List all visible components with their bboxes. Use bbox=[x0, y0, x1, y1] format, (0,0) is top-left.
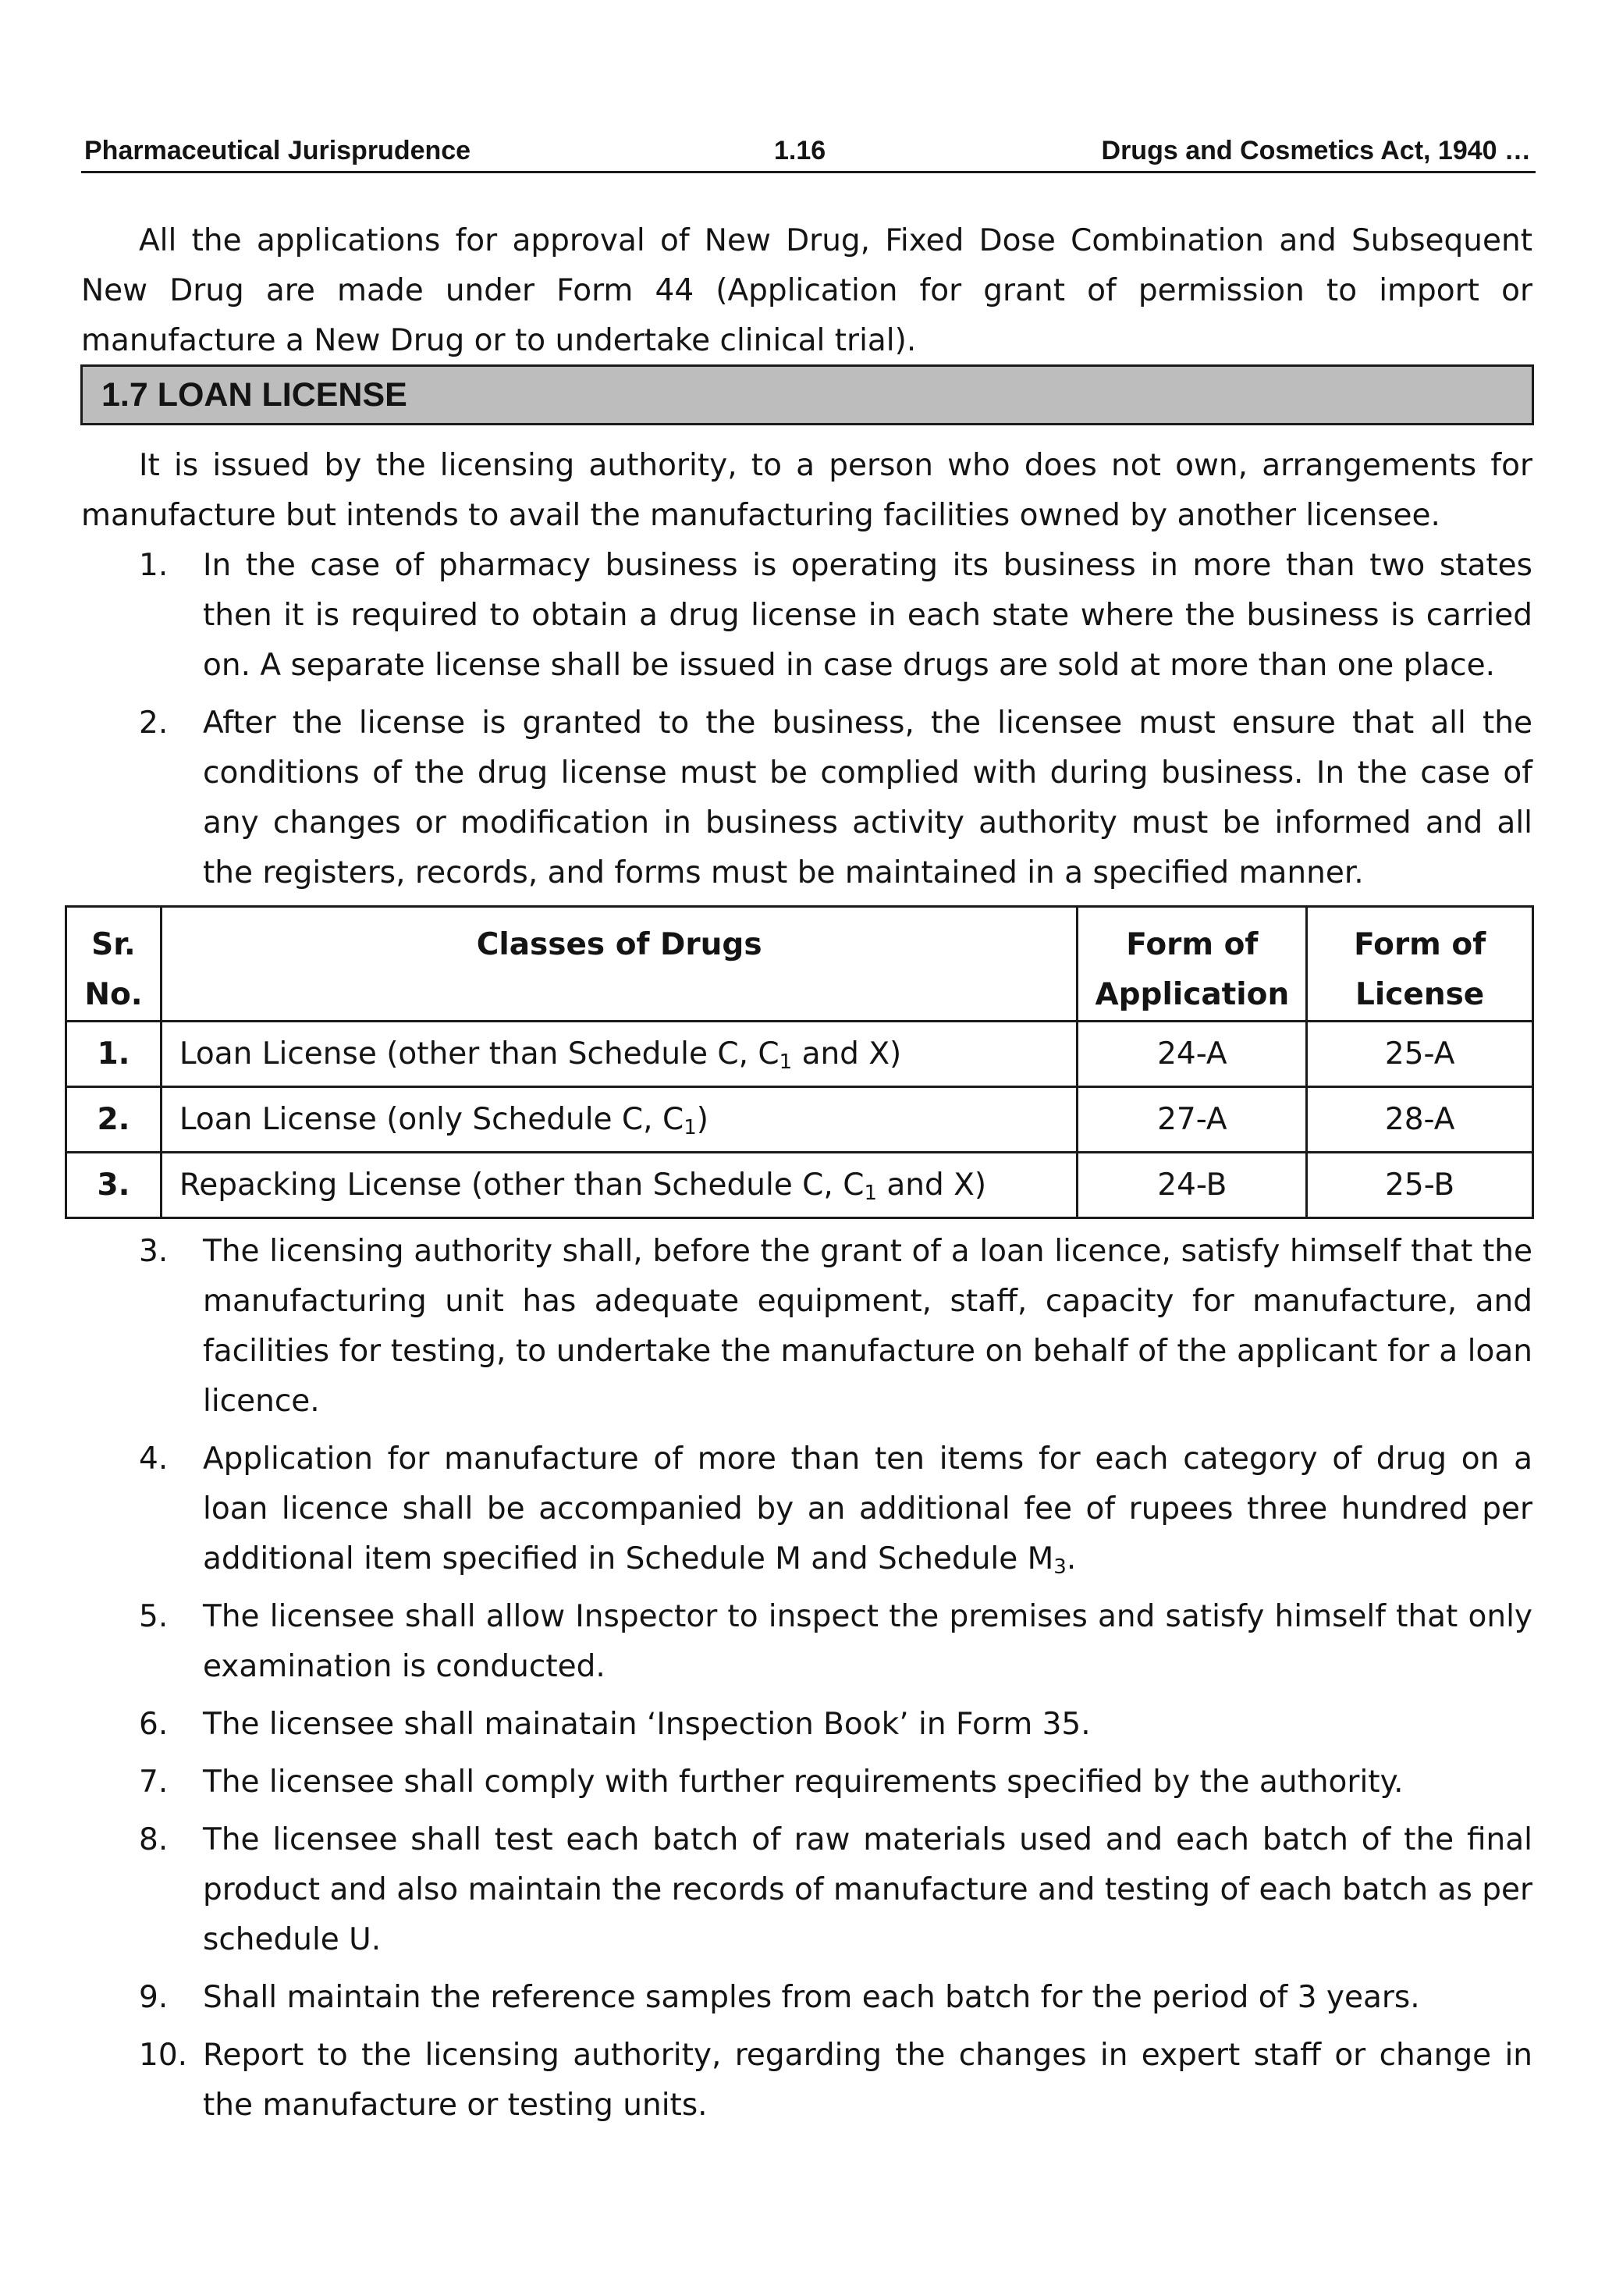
section-title: 1.7 LOAN LICENSE bbox=[101, 376, 407, 414]
cell-license: 28-A bbox=[1307, 1087, 1533, 1153]
list-item bbox=[139, 1973, 1532, 2023]
list-item-text: The licensee shall test each batch of raw materials used and each batch of the final product and also maintain the records of manufacture and testing of each batch as per schedule U. bbox=[203, 1822, 1532, 1957]
list-item-text-end: . bbox=[1066, 1541, 1077, 1576]
section-heading-box bbox=[80, 364, 1534, 425]
list-item-number: 2. bbox=[139, 706, 169, 741]
list-item bbox=[139, 1815, 1532, 1965]
chapter-title: Drugs and Cosmetics Act, 1940 … bbox=[1101, 136, 1531, 165]
page-number: 1.16 bbox=[774, 136, 826, 165]
header-sr-line1: Sr. bbox=[91, 927, 136, 962]
list-item-number: 10. bbox=[139, 2038, 188, 2073]
list-item bbox=[139, 1700, 1532, 1750]
header-app-line2: Application bbox=[1095, 977, 1290, 1012]
header-classes: Classes of Drugs bbox=[161, 907, 1078, 1022]
cell-class bbox=[161, 1153, 1078, 1218]
list-item bbox=[139, 698, 1532, 898]
header-lic-line2: License bbox=[1355, 977, 1485, 1012]
list-item-number: 4. bbox=[139, 1441, 169, 1477]
table-header-row bbox=[66, 907, 1533, 1022]
page-header bbox=[81, 133, 1536, 173]
class-text: Repacking License (other than Schedule C, C bbox=[179, 1168, 865, 1203]
cell-license: 25-A bbox=[1307, 1022, 1533, 1087]
list-item-number: 7. bbox=[139, 1765, 169, 1800]
class-text: Loan License (other than Schedule C, C bbox=[179, 1036, 779, 1072]
intro-paragraph: All the applications for approval of New Drug, Fixed Dose Combination and Subsequent New Drug are made under Form 44 (Application for grant of permission to import or manufacture a New Drug or to undertake clinical trial). bbox=[81, 223, 1532, 358]
list-item-text: Report to the licensing authority, regarding the changes in expert staff or change in the manufacture or testing units. bbox=[203, 2038, 1532, 2123]
class-subscript: 1 bbox=[779, 1050, 793, 1074]
list-item-text: After the license is granted to the business, the licensee must ensure that all the conditions of the drug license must be complied with during business. In the case of any changes or modification in business activity authority must be informed and all the registers, records, and forms must be maintained in a specified manner. bbox=[203, 706, 1532, 890]
list-item bbox=[139, 1592, 1532, 1692]
cell-sr: 1. bbox=[66, 1022, 162, 1087]
header-lic-line1: Form of bbox=[1354, 927, 1486, 962]
list-item-text: The licensee shall mainatain ‘Inspection Book’ in Form 35. bbox=[203, 1707, 1091, 1742]
numbered-list-top bbox=[139, 541, 1532, 906]
list-item-number: 1. bbox=[139, 548, 169, 583]
list-item-number: 6. bbox=[139, 1707, 169, 1742]
list-item bbox=[139, 1434, 1532, 1584]
class-subscript: 1 bbox=[684, 1116, 697, 1139]
header-form-license bbox=[1307, 907, 1533, 1022]
list-item-subscript: 3 bbox=[1053, 1555, 1067, 1579]
cell-application: 24-B bbox=[1078, 1153, 1307, 1218]
header-app-line1: Form of bbox=[1126, 927, 1259, 962]
cell-class bbox=[161, 1087, 1078, 1153]
list-item bbox=[139, 2031, 1532, 2131]
table-row bbox=[66, 1022, 1533, 1087]
cell-class bbox=[161, 1022, 1078, 1087]
cell-sr: 2. bbox=[66, 1087, 162, 1153]
class-text: Loan License (only Schedule C, C bbox=[179, 1102, 684, 1137]
cell-license: 25-B bbox=[1307, 1153, 1533, 1218]
header-sr-no bbox=[66, 907, 162, 1022]
book-title: Pharmaceutical Jurisprudence bbox=[84, 136, 471, 165]
list-item-text: In the case of pharmacy business is operating its business in more than two states then it is required to obtain a drug license in each state where the business is carried on. A separate license shall be issued in case drugs are sold at more than one place. bbox=[203, 548, 1532, 683]
header-sr-line2: No. bbox=[84, 977, 143, 1012]
list-item-text: The licensee shall allow Inspector to inspect the premises and satisfy himself that only examination is conducted. bbox=[203, 1599, 1532, 1684]
list-item bbox=[139, 541, 1532, 691]
list-item-text: The licensing authority shall, before the grant of a loan licence, satisfy himself that the manufacturing unit has adequate equipment, staff, capacity for manufacture, and facilities for testing, to undertake the manufacture on behalf of the applicant for a loan licence. bbox=[203, 1234, 1532, 1419]
section-paragraph: It is issued by the licensing authority, to a person who does not own, arrangements for manufacture but intends to avail the manufacturing facilities owned by another licensee. bbox=[81, 448, 1532, 533]
list-item bbox=[139, 1758, 1532, 1807]
list-item-number: 8. bbox=[139, 1822, 169, 1857]
list-item-number: 3. bbox=[139, 1234, 169, 1269]
license-table bbox=[65, 905, 1534, 1219]
numbered-list-bottom bbox=[139, 1227, 1532, 2138]
class-subscript: 1 bbox=[864, 1182, 877, 1205]
list-item-number: 5. bbox=[139, 1599, 169, 1634]
cell-application: 27-A bbox=[1078, 1087, 1307, 1153]
table-row bbox=[66, 1087, 1533, 1153]
table-row bbox=[66, 1153, 1533, 1218]
list-item-text: The licensee shall comply with further requirements specified by the authority. bbox=[203, 1765, 1404, 1800]
class-text-end: ) bbox=[696, 1102, 708, 1137]
list-item-text: Shall maintain the reference samples from each batch for the period of 3 years. bbox=[203, 1980, 1420, 2015]
list-item-number: 9. bbox=[139, 1980, 169, 2015]
list-item bbox=[139, 1227, 1532, 1427]
cell-sr: 3. bbox=[66, 1153, 162, 1218]
header-form-application bbox=[1078, 907, 1307, 1022]
list-item-text: Application for manufacture of more than ten items for each category of drug on a loan licence shall be accompanied by an additional fee of rupees three hundred per additional item specified in Schedule M and Schedule M bbox=[203, 1441, 1532, 1576]
class-text-end: and X) bbox=[876, 1168, 987, 1203]
class-text-end: and X) bbox=[792, 1036, 902, 1072]
cell-application: 24-A bbox=[1078, 1022, 1307, 1087]
